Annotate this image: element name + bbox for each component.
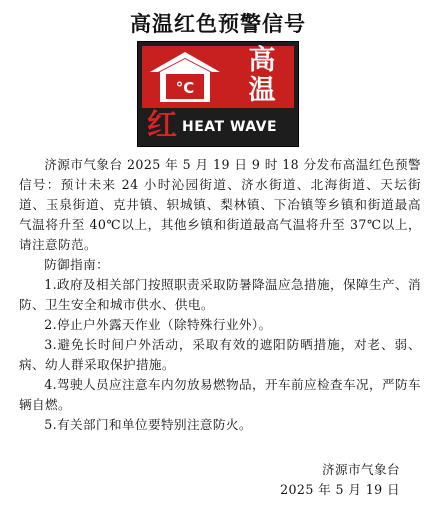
guide-item-4: 4.驾驶人员应注意车内勿放易燃物品，开车前应检查车况，严防车辆自燃。 <box>19 377 421 412</box>
sign-char-hong: 红 <box>147 108 177 143</box>
page-title: 高温红色预警信号 <box>130 12 306 36</box>
sign-black-panel <box>142 108 294 143</box>
guide-item-5: 5.有关部门和单位要特别注意防火。 <box>44 417 252 432</box>
sign-char-wen: 温 <box>248 75 276 106</box>
issuer-name: 济源市气象台 <box>322 462 400 477</box>
guide-item-1: 1.政府及相关部门按照职责采取防暑降温应急措施，保障生产、消防、卫生安全和城市供水、供电。 <box>19 277 421 312</box>
warning-body <box>19 155 421 435</box>
guide-item-3: 3.避免长时间户外活动，采取有效的遮阳防晒措施，对老、弱、病、幼人群采取保护措施。 <box>19 337 421 372</box>
thermometer-house-graphic <box>146 50 224 104</box>
heat-wave-label: HEAT WAVE <box>182 119 278 135</box>
guide-item-2: 2.停止户外露天作业（除特殊行业外）。 <box>44 317 272 332</box>
heat-warning-sign <box>137 41 299 147</box>
thermo-label: °C <box>175 79 195 97</box>
sign-red-panel <box>142 46 294 108</box>
thermometer-house-icon <box>146 50 224 104</box>
announcement-paragraph: 济源市气象台 2025 年 5 月 19 日 9 时 18 分发布高温红色预警信号：预计未来 24 小时沁园街道、济水街道、北海街道、天坛街道、玉泉街道、克井镇、轵城镇、梨林镇、下冶镇等乡镇和街道最高气温将升至 40℃以上，其他乡镇和街道最高气温将升至 37℃以上，请注意防范。 <box>19 157 421 252</box>
issue-date: 2025 年 5 月 19 日 <box>280 482 400 497</box>
sign-char-gao: 高 <box>248 45 276 76</box>
signature-block <box>280 460 400 500</box>
guide-heading: 防御指南： <box>44 257 110 272</box>
